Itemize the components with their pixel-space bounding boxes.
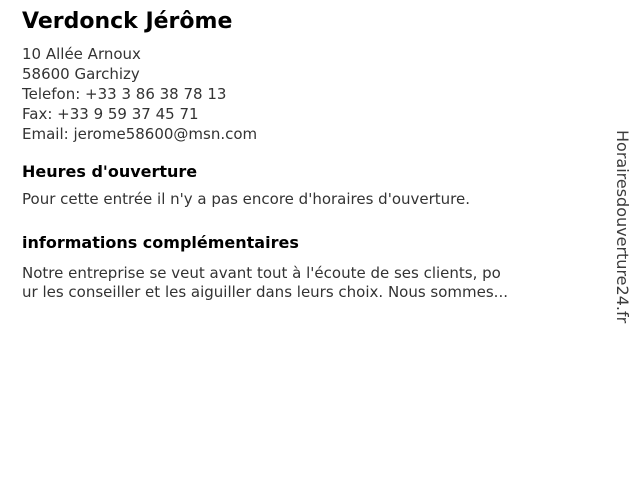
fax-value: +33 9 59 37 45 71 bbox=[57, 105, 199, 123]
additional-info-line-1: Notre entreprise se veut avant tout à l'écoute de ses clients, po bbox=[22, 264, 501, 282]
phone-label: Telefon: bbox=[22, 85, 81, 103]
opening-hours-text: Pour cette entrée il n'y a pas encore d'horaires d'ouverture. bbox=[22, 190, 471, 208]
email-label: Email: bbox=[22, 125, 69, 143]
page-title: Verdonck Jérôme bbox=[22, 9, 233, 34]
contact-block bbox=[22, 44, 257, 144]
fax-label: Fax: bbox=[22, 105, 53, 123]
address-line-1: 10 Allée Arnoux bbox=[22, 45, 141, 63]
fax-line bbox=[22, 104, 257, 124]
opening-hours-heading: Heures d'ouverture bbox=[22, 162, 198, 181]
additional-info-heading: informations complémentaires bbox=[22, 233, 299, 252]
site-watermark: Horairesdouverture24.fr bbox=[613, 130, 632, 324]
additional-info-text bbox=[22, 264, 508, 302]
email-value: jerome58600@msn.com bbox=[73, 125, 258, 143]
phone-line bbox=[22, 84, 257, 104]
additional-info-line-2: ur les conseiller et les aiguiller dans leurs choix. Nous sommes... bbox=[22, 283, 508, 301]
email-line bbox=[22, 124, 257, 144]
address-line-2: 58600 Garchizy bbox=[22, 65, 140, 83]
phone-value: +33 3 86 38 78 13 bbox=[85, 85, 227, 103]
